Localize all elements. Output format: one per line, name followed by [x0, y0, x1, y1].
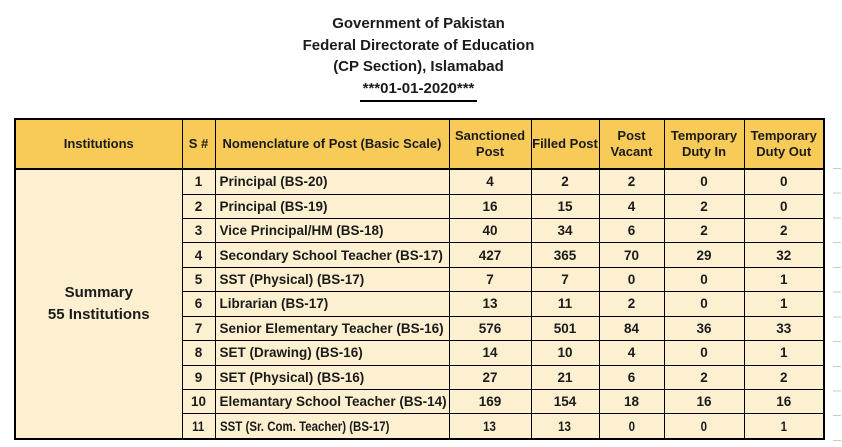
duty-out-cell: [744, 341, 824, 365]
serial-cell: [182, 194, 215, 218]
sanctioned-cell: [449, 219, 531, 243]
vacant-cell: [599, 292, 664, 316]
cell-text: 40: [482, 223, 498, 239]
duty-out-cell: [744, 267, 824, 291]
header-temporary-duty-in: Temporary Duty In: [664, 119, 744, 169]
cell-text: 4: [486, 174, 494, 190]
post-cell: [215, 341, 449, 365]
cell-text: 6: [627, 223, 636, 239]
cell-text: 4: [627, 198, 636, 214]
header-institutions: Institutions: [15, 119, 182, 169]
cell-text: 0: [700, 296, 708, 312]
cell-text: 0: [700, 345, 708, 361]
duty-out-cell: [744, 292, 824, 316]
vacant-cell: [599, 194, 664, 218]
duty-out-cell: [744, 219, 824, 243]
title-line-3: (CP Section), Islamabad: [333, 58, 504, 76]
duty-out-cell: [744, 365, 824, 389]
cell-text: 10: [557, 345, 573, 361]
vacant-cell: [599, 169, 664, 194]
duty-in-cell: [664, 169, 744, 194]
cell-text: 7: [561, 272, 569, 288]
cell-text: 576: [478, 320, 502, 336]
cell-text: 16: [776, 394, 792, 410]
serial-cell: [182, 414, 215, 439]
filled-cell: [531, 414, 599, 439]
title-line-1: Government of Pakistan: [332, 15, 505, 32]
cell-text: 70: [623, 247, 640, 263]
filled-cell: [531, 292, 599, 316]
duty-out-cell: [744, 243, 824, 267]
cell-text: 1: [779, 272, 788, 288]
cell-text: 14: [482, 345, 498, 361]
post-cell: [215, 292, 449, 316]
duty-in-cell: [664, 267, 744, 291]
cell-text: SET (Physical) (BS-16): [219, 369, 365, 385]
duty-in-cell: [664, 414, 744, 439]
filled-cell: [531, 219, 599, 243]
duty-in-cell: [664, 365, 744, 389]
post-cell: [215, 169, 449, 194]
cell-text: 21: [557, 369, 573, 385]
summary-table: [14, 118, 825, 440]
cell-text: 8: [194, 345, 203, 361]
cell-text: 84: [623, 320, 640, 336]
sanctioned-cell: [449, 243, 531, 267]
cell-text: 0: [700, 418, 708, 434]
duty-in-cell: [664, 219, 744, 243]
serial-cell: [182, 316, 215, 340]
cell-text: 0: [628, 418, 635, 434]
filled-cell: [531, 341, 599, 365]
cell-text: 2: [779, 369, 788, 385]
header-temporary-duty-out: Temporary Duty Out: [744, 119, 824, 169]
cell-text: 2: [194, 198, 203, 214]
post-cell: [215, 194, 449, 218]
cell-text: 1: [780, 418, 787, 434]
date-underlined-text: ***01-01-2020***: [360, 78, 478, 102]
sanctioned-cell: [449, 169, 531, 194]
duty-out-cell: [744, 194, 824, 218]
table-row: [15, 169, 824, 194]
sanctioned-cell: [449, 341, 531, 365]
cell-text: 5: [194, 272, 203, 288]
cell-text: 16: [696, 394, 712, 410]
cell-text: 29: [696, 247, 712, 263]
cell-text: Secondary School Teacher (BS-17): [219, 247, 443, 263]
filled-cell: [531, 194, 599, 218]
serial-cell: [182, 341, 215, 365]
cell-text: 154: [553, 394, 577, 410]
cell-text: SET (Drawing) (BS-16): [219, 345, 363, 361]
duty-in-cell: [664, 243, 744, 267]
cell-text: 427: [478, 247, 502, 263]
cell-text: 11: [557, 296, 573, 312]
post-cell: [215, 365, 449, 389]
cell-text: 2: [700, 223, 708, 239]
cell-text: Elemantary School Teacher (BS-14): [219, 394, 447, 410]
header-serial: S #: [182, 119, 215, 169]
vacant-cell: [599, 414, 664, 439]
cell-text: 1: [194, 174, 203, 190]
post-cell: [215, 267, 449, 291]
vacant-cell: [599, 243, 664, 267]
cell-text: 13: [483, 418, 497, 434]
cell-text: 4: [627, 345, 636, 361]
sanctioned-cell: [449, 194, 531, 218]
sanctioned-cell: [449, 292, 531, 316]
duty-in-cell: [664, 389, 744, 413]
cell-text: 36: [696, 320, 712, 336]
cell-text: 2: [700, 369, 708, 385]
cell-text: 2: [561, 174, 569, 190]
cell-text: Principal (BS-20): [219, 174, 328, 190]
cell-text: Vice Principal/HM (BS-18): [219, 223, 384, 239]
cell-text: SST (Physical) (BS-17): [219, 272, 365, 288]
cell-text: 15: [557, 198, 573, 214]
duty-in-cell: [664, 292, 744, 316]
header-nomenclature: Nomenclature of Post (Basic Scale): [215, 119, 449, 169]
duty-in-cell: [664, 341, 744, 365]
vacant-cell: [599, 389, 664, 413]
table-header-row: [15, 119, 824, 169]
filled-cell: [531, 243, 599, 267]
sanctioned-cell: [449, 365, 531, 389]
cell-text: 16: [482, 198, 498, 214]
cell-text: 0: [700, 272, 708, 288]
cell-text: 2: [700, 198, 708, 214]
post-cell: [215, 316, 449, 340]
post-cell: [215, 219, 449, 243]
cell-text: 7: [194, 320, 203, 336]
vacant-cell: [599, 267, 664, 291]
filled-cell: [531, 169, 599, 194]
sanctioned-cell: [449, 389, 531, 413]
duty-in-cell: [664, 194, 744, 218]
cell-text: 4: [194, 247, 203, 263]
cell-text: 3: [194, 223, 203, 239]
cell-text: 27: [482, 369, 498, 385]
table-body: [15, 169, 824, 439]
vacant-cell: [599, 341, 664, 365]
sanctioned-cell: [449, 316, 531, 340]
cell-text: 1: [779, 296, 788, 312]
header-filled-post: Filled Post: [531, 119, 599, 169]
cell-text: 32: [776, 247, 792, 263]
cell-text: 7: [486, 272, 494, 288]
cell-text: 0: [627, 272, 636, 288]
cell-text: 34: [557, 223, 573, 239]
document-header: [14, 13, 823, 102]
filled-cell: [531, 365, 599, 389]
vacant-cell: [599, 365, 664, 389]
cell-text: 501: [553, 320, 577, 336]
cell-text: 10: [190, 394, 207, 410]
cell-text: 1: [779, 345, 788, 361]
cell-text: 33: [776, 320, 792, 336]
duty-in-cell: [664, 316, 744, 340]
duty-out-cell: [744, 316, 824, 340]
cell-text: 11: [192, 418, 205, 434]
cell-text: 6: [627, 369, 636, 385]
serial-cell: [182, 389, 215, 413]
post-cell: [215, 243, 449, 267]
cell-text: 6: [194, 296, 203, 312]
cell-text: 0: [779, 174, 788, 190]
cell-text: 365: [553, 247, 577, 263]
summary-line-1: Summary: [64, 284, 133, 301]
sanctioned-cell: [449, 414, 531, 439]
filled-cell: [531, 316, 599, 340]
serial-cell: [182, 365, 215, 389]
vacant-cell: [599, 219, 664, 243]
cell-text: Principal (BS-19): [219, 198, 328, 214]
cell-text: 0: [700, 174, 708, 190]
cell-text: 2: [627, 174, 636, 190]
post-cell: [215, 389, 449, 413]
cell-text: 13: [482, 296, 498, 312]
summary-cell: [15, 169, 182, 439]
cell-text: Librarian (BS-17): [219, 296, 329, 312]
title-date-line: [14, 78, 823, 102]
serial-cell: [182, 267, 215, 291]
cell-text: 169: [478, 394, 502, 410]
vacant-cell: [599, 316, 664, 340]
cell-text: SST (Sr. Com. Teacher) (BS-17): [219, 418, 389, 434]
spreadsheet-gridline-stubs: [833, 168, 841, 442]
header-sanctioned-post: Sanctioned Post: [449, 119, 531, 169]
cell-text: 9: [194, 369, 203, 385]
sanctioned-cell: [449, 267, 531, 291]
duty-out-cell: [744, 414, 824, 439]
cell-text: 18: [623, 394, 640, 410]
serial-cell: [182, 243, 215, 267]
serial-cell: [182, 169, 215, 194]
duty-out-cell: [744, 389, 824, 413]
serial-cell: [182, 219, 215, 243]
filled-cell: [531, 389, 599, 413]
duty-out-cell: [744, 169, 824, 194]
cell-text: 2: [779, 223, 788, 239]
serial-cell: [182, 292, 215, 316]
filled-cell: [531, 267, 599, 291]
cell-text: 0: [779, 198, 788, 214]
title-line-2: Federal Directorate of Education: [302, 36, 535, 54]
cell-text: 2: [627, 296, 636, 312]
summary-line-2: 55 Institutions: [47, 306, 150, 323]
header-post-vacant: Post Vacant: [599, 119, 664, 169]
cell-text: Senior Elementary Teacher (BS-16): [219, 320, 444, 336]
cell-text: 13: [558, 418, 572, 434]
post-cell: [215, 414, 449, 439]
